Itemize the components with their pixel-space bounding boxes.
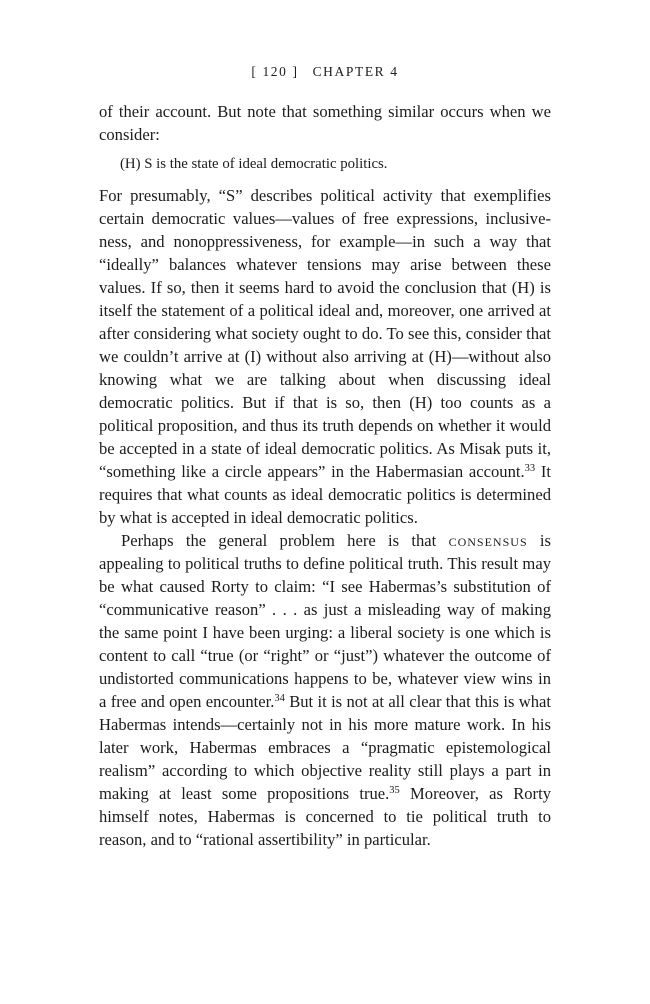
paragraph-continuation: of their account. But note that something similar occurs when we consider: (99, 102, 551, 144)
paragraph-presumably-text: For presumably, “S” describes political activity that exemplifies certain democratic values—values of free expressions, inclusiveness, and nonoppressiveness, for example—in such a way that “ideally” balances whatever tensions may arise between these values. If so, then it seems hard to avoid the conclusion that (H) is itself the statement of a political ideal and, moreover, one arrived at after considering what society ought to do. To see this, consider that we couldn’t arrive at (I) without also arriving at (H)—without also knowing what we are talking about when discussing ideal democratic politics. But if that is so, then (H) too counts as a political proposition, and thus its truth depends on whether it would be accepted in a state of ideal democratic politics. As Misak puts it, “something like a circle appears” in the Habermasian account. (99, 186, 551, 481)
consensus-term: consensus (448, 531, 528, 550)
paragraph-perhaps-middle: But it is not at all clear that this is what Habermas intends—certainly not in his more mature work. In his later work, Habermas embraces a “pragmatic epistemological realism” according to which objective reality still plays a part in making at least some propositions true. (99, 692, 551, 803)
paragraph-perhaps-text: is appealing to political truths to define political truth. This result may be what caused Rorty to claim: “I see Habermas’s substitution of “communicative reason” . . . as just a misleading way of making the same point I have been urging: a liberal society is one which is content to call “true (or “right” or “just”) whatever the outcome of undistorted communications happens to be, whatever view wins in a free and open encounter. (99, 531, 551, 711)
footnote-ref-35: 35 (389, 785, 400, 796)
footnote-ref-34: 34 (274, 693, 285, 704)
paragraph-presumably-end: It requires that what counts as ideal democratic politics is determined by what is accepted in ideal democratic politics. (99, 462, 551, 527)
paragraph-perhaps (99, 529, 551, 851)
chapter-title: CHAPTER 4 (312, 64, 399, 79)
paragraph-presumably (99, 184, 551, 529)
formula-h: (H) S is the state of ideal democratic politics. (120, 156, 388, 172)
paragraph-perhaps-end: Moreover, as Rorty himself notes, Habermas is concerned to tie political truth to reason, and to “rational assertibility” in particular. (99, 784, 551, 849)
page-number: [ 120 ] (251, 64, 299, 79)
paragraph-perhaps-start: Perhaps the general problem here is that (121, 531, 449, 550)
running-header (0, 64, 650, 80)
footnote-ref-33: 33 (524, 463, 536, 474)
body-text (99, 100, 551, 851)
